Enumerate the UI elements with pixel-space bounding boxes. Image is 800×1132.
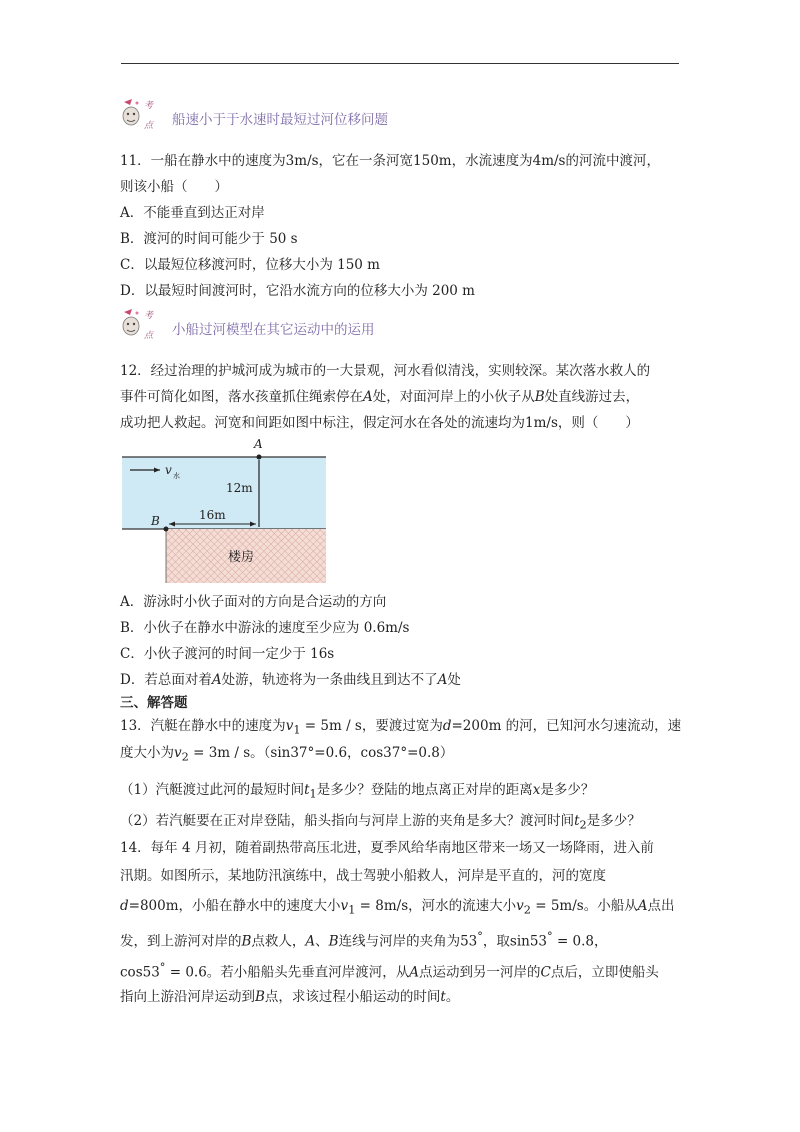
exam-point-badge-icon [120, 306, 164, 342]
q12-option-b: B．小伙子在静水中游泳的速度至少应为 0.6m/s [120, 620, 410, 636]
svg-text:点: 点 [144, 331, 154, 341]
q11-option-a: A．不能垂直到达正对岸 [120, 205, 265, 221]
width-label: 12m [226, 481, 253, 495]
q12-line2: 事件可简化如图，落水孩童抓住绳索停在A处，对面河岸上的小伙子从B处直线游过去， [120, 389, 640, 405]
q13-sub2: （2）若汽艇要在正对岸登陆，船头指向与河岸上游的夹角是多大？渡河时间$t_2$是多少？ [120, 813, 641, 832]
q13-sub1: （1）汽艇渡过此河的最短时间$t_1$是多少？登陆的地点离正对岸的距离x是多少？ [120, 782, 595, 801]
topic-text: 船速小于于水速时最短过河位移问题 [172, 112, 388, 128]
q14-line3: d=800m，小船在静水中的速度大小$v_1 = 8m/s$，河水的流速大小$v_2 = 5m/s$。小船从A点出 [120, 898, 675, 917]
q14-line2: 汛期。如图所示，某地防汛演练中，战士驾驶小船救人，河岸是平直的，河的宽度 [120, 868, 606, 884]
exam-point-badge-icon [120, 96, 164, 132]
q11-line1: 11．一船在静水中的速度为3m/s，它在一条河宽150m，水流速度为4m/s的河流中渡河， [120, 153, 660, 169]
q11-option-c: C．以最短位移渡河时，位移大小为 150 m [120, 257, 380, 273]
point-b-label: B [151, 514, 160, 528]
point-a [257, 455, 262, 460]
flow-velocity-subscript: 水 [173, 472, 180, 480]
q12-option-c: C．小伙子渡河的时间一定少于 16s [120, 646, 335, 662]
q11-option-d: D．以最短时间渡河时，它沿水流方向的位移大小为 200 m [120, 283, 475, 299]
svg-text:点: 点 [144, 121, 154, 131]
q12-line3: 成功把人救起。河宽和间距如图中标注，假定河水在各处的流速均为1m/s，则（ ） [120, 415, 639, 431]
svg-text:考: 考 [144, 311, 154, 321]
q14-line4: 发，到上游河对岸的B点救人，A、B连线与河岸的夹角为53°，取sin53° = 0.8， [120, 930, 608, 950]
flow-velocity-label: v [165, 463, 172, 477]
q14-line6: 指向上游沿河岸运动到B点，求该过程小船运动的时间t。 [120, 989, 460, 1005]
svg-text:考: 考 [144, 101, 154, 111]
q12-option-d: D．若总面对着A处游，轨迹将为一条曲线且到达不了A处 [120, 672, 461, 688]
point-b [164, 527, 169, 532]
point-a-label: A [254, 438, 263, 451]
q14-line1: 14．每年 4 月初，随着副热带高压北进，夏季风给华南地区带来一场又一场降雨，进入前 [120, 840, 654, 856]
river-diagram [122, 438, 330, 584]
q12-line1: 12．经过治理的护城河成为城市的一大景观，河水看似清浅，实则较深。某次落水救人的 [120, 363, 651, 379]
distance-label: 16m [199, 508, 226, 522]
q14-line5: cos53° = 0.6。若小船船头先垂直河岸渡河，从A点运动到另一河岸的C点后，立即使船头 [120, 961, 659, 981]
q12-option-a: A．游泳时小伙子面对的方向是合运动的方向 [120, 594, 387, 610]
building-label: 楼房 [228, 550, 255, 565]
q11-option-b: B．渡河的时间可能少于 50 s [120, 231, 298, 247]
q11-line2: 则该小船（ ） [120, 179, 228, 195]
q13-line1: 13．汽艇在静水中的速度为$v_1 = 5m / s$，要渡过宽为d=200m 的河，已知河水匀速流动，速 [120, 718, 682, 737]
section-heading: 三、解答题 [120, 695, 188, 711]
topic-text: 小船过河模型在其它运动中的运用 [172, 322, 375, 338]
q13-line2: 度大小为$v_2 = 3m / s$。（sin37°=0.6，cos37°=0.8） [120, 745, 454, 764]
header-rule [121, 63, 679, 64]
